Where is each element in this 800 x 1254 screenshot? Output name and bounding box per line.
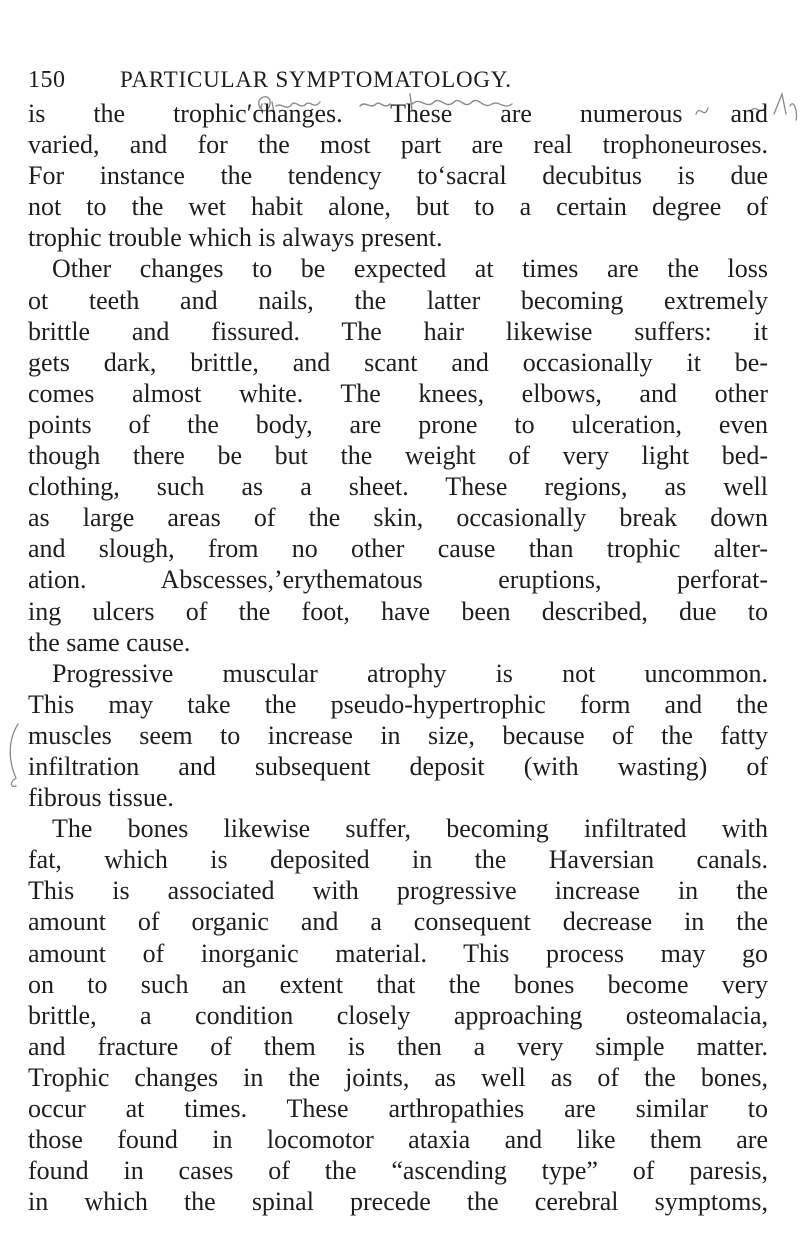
text-line: those found in locomotor ataxia and like them are [28, 1125, 768, 1155]
running-head: PARTICULAR SYMPTOMATOLOGY. [120, 67, 512, 92]
text-line: though there be but the weight of very light bed- [28, 441, 768, 471]
text-line: ation. Abscesses,’erythematous eruptions, perforat- [28, 565, 768, 595]
body-text [28, 98, 768, 1217]
text-line: infiltration and subsequent deposit (with wasting) of [28, 751, 768, 781]
text-line: The bones likewise suffer, becoming infiltrated with [52, 814, 768, 844]
text-line: This is associated with progressive increase in the [28, 876, 768, 906]
text-line: found in cases of the “ascending type” of paresis, [28, 1156, 768, 1186]
text-line: points of the body, are prone to ulceration, even [28, 409, 768, 439]
text-line: Trophic changes in the joints, as well as of the bones, [28, 1062, 768, 1092]
text-line: ing ulcers of the foot, have been described, due to [28, 596, 768, 626]
text-line: Other changes to be expected at times are the loss [52, 254, 768, 284]
text-line: gets dark, brittle, and scant and occasionally it be- [28, 347, 768, 377]
margin-bracket-mark [2, 720, 22, 790]
text-line: clothing, such as a sheet. These regions, as well [28, 472, 768, 502]
text-line: fat, which is deposited in the Haversian canals. [28, 845, 768, 875]
text-line: amount of inorganic material. This process may go [28, 938, 768, 968]
text-line: varied, and for the most part are real trophoneuroses. [28, 130, 768, 160]
text-line: For instance the tendency to‘sacral decubitus is due [28, 161, 768, 191]
text-line: This may take the pseudo-hypertrophic form and the [28, 689, 768, 719]
text-line: and slough, from no other cause than trophic alter- [28, 534, 768, 564]
text-line: brittle and fissured. The hair likewise suffers: it [28, 316, 768, 346]
text-line: in which the spinal precede the cerebral symptoms, [28, 1187, 768, 1217]
text-line: not to the wet habit alone, but to a certain degree of [28, 192, 768, 222]
text-line: trophic trouble which is always present. [28, 223, 443, 253]
text-line: the same cause. [28, 627, 191, 657]
text-line: and fracture of them is then a very simple matter. [28, 1031, 768, 1061]
text-line: ot teeth and nails, the latter becoming extremely [28, 285, 768, 315]
text-line: is the trophic′changes. These are numerous and [28, 99, 768, 128]
text-line: on to such an extent that the bones become very [28, 969, 768, 999]
text-line: brittle, a condition closely approaching osteomalacia, [28, 1000, 768, 1030]
text-line: fibrous tissue. [28, 783, 174, 813]
text-line: amount of organic and a consequent decrease in the [28, 907, 768, 937]
page-number: 150 [28, 67, 66, 93]
text-line: occur at times. These arthropathies are similar to [28, 1094, 768, 1123]
text-line: as large areas of the skin, occasionally break down [28, 503, 768, 533]
text-line: Progressive muscular atrophy is not uncommon. [52, 658, 768, 688]
text-line: comes almost white. The knees, elbows, and other [28, 378, 768, 408]
text-line: muscles seem to increase in size, because of the fatty [28, 720, 768, 750]
